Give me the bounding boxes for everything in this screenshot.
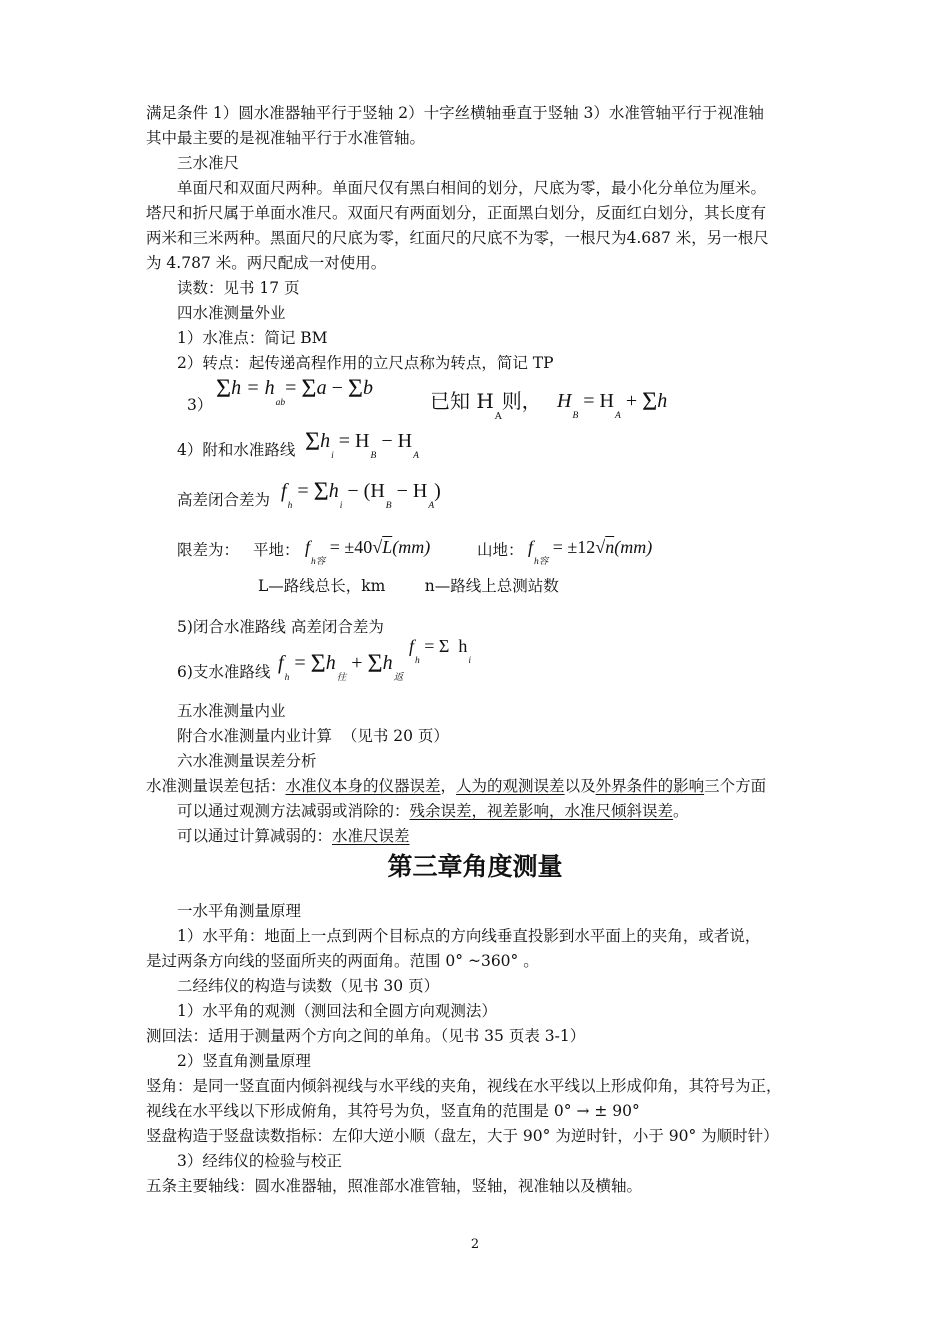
unit-mm: (mm) <box>392 537 431 557</box>
subscript-h-rong: h容 <box>311 557 326 567</box>
text-part: 。 <box>673 802 689 820</box>
text-line-29: 1）水平角的观测（测回法和全圆方向观测法） <box>177 1002 497 1020</box>
formula-part: b <box>362 377 373 399</box>
legend-line: L—路线总长，km n—路线上总测站数 <box>258 577 559 595</box>
text-line-10: 1）水准点：简记 BM <box>177 329 328 347</box>
subscript-A: A <box>494 411 502 422</box>
formula-part: = <box>292 480 314 502</box>
formula-tolerance-mountain <box>528 535 653 567</box>
tolerance-label: 限差为： <box>177 541 240 559</box>
subscript-B: B <box>572 411 579 421</box>
formula-part: = <box>285 377 302 399</box>
section-heading-level-ruler: 三水准尺 <box>177 154 240 172</box>
text-part: ， <box>440 777 457 795</box>
formula-label-4: 4）附和水准路线 <box>177 441 296 459</box>
text-line-36: 五条主要轴线：圆水准器轴，照准部水准管轴，竖轴，视准轴以及横轴。 <box>146 1177 643 1195</box>
section-heading-error-analysis: 六水准测量误差分析 <box>177 752 317 770</box>
text-line-error-sources <box>146 776 766 796</box>
text-line-6: 两米和三米两种。黑面尺的尺底为零，红面尺的尺底不为零，一根尺为4.687 米，另一根尺 <box>146 229 769 247</box>
formula-part: = H <box>578 390 614 412</box>
section-heading-field-work: 四水准测量外业 <box>177 304 286 322</box>
text-line-reducible-by-calc <box>177 826 410 846</box>
subscript-h: h <box>287 501 293 511</box>
formula-part: H <box>557 390 572 412</box>
underlined-text: 残余误差，视差影响，水准尺倾斜误差 <box>409 802 674 820</box>
subscript-ab: ab <box>275 398 286 408</box>
formula-part: + <box>620 390 643 412</box>
text-line-33: 视线在水平线以下形成俯角，其符号为负，竖直角的范围是 0° → ± 90° <box>146 1102 640 1120</box>
sum-symbol: Σ <box>216 374 232 403</box>
section-heading-theodolite: 二经纬仪的构造与读数（见书 30 页） <box>177 977 440 995</box>
formula-part: f <box>528 537 534 557</box>
text-line-30: 测回法：适用于测量两个方向之间的单角。（见书 35 页表 3-1） <box>146 1027 586 1045</box>
underlined-text: 水准尺误差 <box>332 827 410 845</box>
formula-part: − H <box>391 480 428 502</box>
text-line-32: 竖角：是同一竖直面内倾斜视线与水平线的夹角，视线在水平线以上形成仰角，其符号为正， <box>146 1077 782 1095</box>
tolerance-mountain-label: 山地： <box>477 541 524 559</box>
formula-part: = Σ h <box>419 636 468 656</box>
underlined-text: 外界条件的影响 <box>595 777 705 795</box>
sum-symbol: Σ <box>301 374 317 403</box>
formula-attached-route <box>305 427 419 461</box>
text-line-8: 读数：见书 17 页 <box>177 279 300 297</box>
formula-part: h <box>325 652 336 674</box>
text-line-reducible-by-observation <box>177 801 689 821</box>
text-part: 三个方面 <box>704 777 767 795</box>
text-line-2: 其中最主要的是视准轴平行于水准管轴。 <box>146 129 426 147</box>
radical-sign: √ <box>595 537 606 557</box>
text-line-11: 2）转点：起传递高程作用的立尺点称为转点，简记 TP <box>177 354 554 372</box>
formula-part: − H <box>376 430 413 452</box>
radicand-n: n <box>605 537 615 557</box>
then-label: 则， <box>501 389 542 413</box>
sum-symbol: Σ <box>310 649 326 678</box>
formula-sum-h <box>216 374 373 408</box>
text-part: 可以通过计算减弱的： <box>177 827 333 845</box>
section-heading-horizontal-angle: 一水平角测量原理 <box>177 902 302 920</box>
formula-hb <box>557 387 668 421</box>
formula-part: h <box>382 652 393 674</box>
subscript-wang: 往 <box>336 673 347 683</box>
known-ha-text <box>430 388 542 422</box>
formula-closure <box>281 477 441 511</box>
subscript-A: A <box>428 501 435 511</box>
text-line-7: 为 4.787 米。两尺配成一对使用。 <box>146 254 387 272</box>
formula-part: h <box>328 480 339 502</box>
subscript-B: B <box>370 451 377 461</box>
formula-part: h = h <box>231 377 275 399</box>
formula-part: f <box>409 636 415 656</box>
formula-closed-route <box>400 610 472 666</box>
formula-part: h <box>657 390 668 412</box>
text-line-5: 塔尺和折尺属于单面水准尺。双面尺有两面划分，正面黑白划分，反面红白划分，其长度有 <box>146 204 767 222</box>
text-part: 以及 <box>564 777 596 795</box>
formula-part: = ±40 <box>325 537 373 557</box>
subscript-A: A <box>615 411 621 421</box>
subscript-h: h <box>415 656 420 666</box>
formula-part: f <box>278 652 284 674</box>
subscript-fan: 返 <box>393 673 404 683</box>
text-line-4: 单面尺和双面尺两种。单面尺仅有黑白相间的划分，尺底为零，最小化分单位为厘米。 <box>177 179 767 197</box>
formula-part: f <box>281 480 287 502</box>
subscript-h-rong: h容 <box>534 557 549 567</box>
text-line-31: 2）竖直角测量原理 <box>177 1052 311 1070</box>
formula-part: f <box>305 537 311 557</box>
formula-label-closure: 高差闭合差为 <box>177 491 271 509</box>
subscript-i: i <box>468 656 472 666</box>
subscript-A: A <box>413 451 419 461</box>
formula-tolerance-flat <box>305 535 431 567</box>
formula-label-branch-route: 6)支水准路线 <box>177 663 271 681</box>
page-number: 2 <box>470 1237 480 1252</box>
text-part: 可以通过观测方法减弱或消除的： <box>177 802 410 820</box>
text-part: 水准测量误差包括： <box>146 777 286 795</box>
tolerance-flat-label: 平地： <box>253 541 300 559</box>
formula-label-3: 3） <box>187 396 213 414</box>
formula-part: − (H <box>342 480 385 502</box>
unit-mm: (mm) <box>614 537 653 557</box>
underlined-text: 人为的观测误差 <box>456 777 565 795</box>
sum-symbol: Σ <box>367 649 383 678</box>
text-line-27: 是过两条方向线的竖面所夹的两面角。范围 0° ~360° 。 <box>146 952 539 970</box>
formula-part: + <box>346 652 368 674</box>
formula-part: = <box>289 652 311 674</box>
formula-part: = ±12 <box>548 537 596 557</box>
radical-sign: √ <box>372 537 383 557</box>
subscript-i: i <box>339 501 343 511</box>
subscript-i: i <box>331 451 334 461</box>
known-label: 已知 H <box>430 389 494 413</box>
text-line-35: 3）经纬仪的检验与校正 <box>177 1152 342 1170</box>
sum-symbol: Σ <box>305 427 321 456</box>
text-line-26: 1）水平角：地面上一点到两个目标点的方向线垂直投影到水平面上的夹角，或者说， <box>177 927 761 945</box>
chapter-title: 第三章角度测量 <box>387 852 563 881</box>
sum-symbol: Σ <box>347 374 363 403</box>
subscript-h: h <box>284 673 290 683</box>
formula-label-closed-route: 5)闭合水准路线 高差闭合差为 <box>177 618 384 636</box>
sum-symbol: Σ <box>642 387 658 416</box>
subscript-B: B <box>385 501 392 511</box>
formula-part: − <box>326 377 348 399</box>
formula-branch-route <box>278 649 404 683</box>
underlined-text: 水准仪本身的仪器误差 <box>285 777 441 795</box>
sum-symbol: Σ <box>313 477 329 506</box>
formula-part: h <box>320 430 331 452</box>
section-heading-office-work: 五水准测量内业 <box>177 702 286 720</box>
formula-part: a <box>316 377 327 399</box>
formula-part: = H <box>333 430 370 452</box>
text-line-1: 满足条件 1）圆水准器轴平行于竖轴 2）十字丝横轴垂直于竖轴 3）水准管轴平行于视准轴 <box>146 104 764 122</box>
radicand-L: L <box>382 537 393 557</box>
text-line-34: 竖盘构造于竖盘读数指标：左仰大逆小顺（盘左，大于 90° 为逆时针，小于 90° 为顺时针） <box>146 1127 779 1145</box>
text-line-20: 附合水准测量内业计算 （见书 20 页） <box>177 727 449 745</box>
formula-part: ) <box>434 480 441 502</box>
